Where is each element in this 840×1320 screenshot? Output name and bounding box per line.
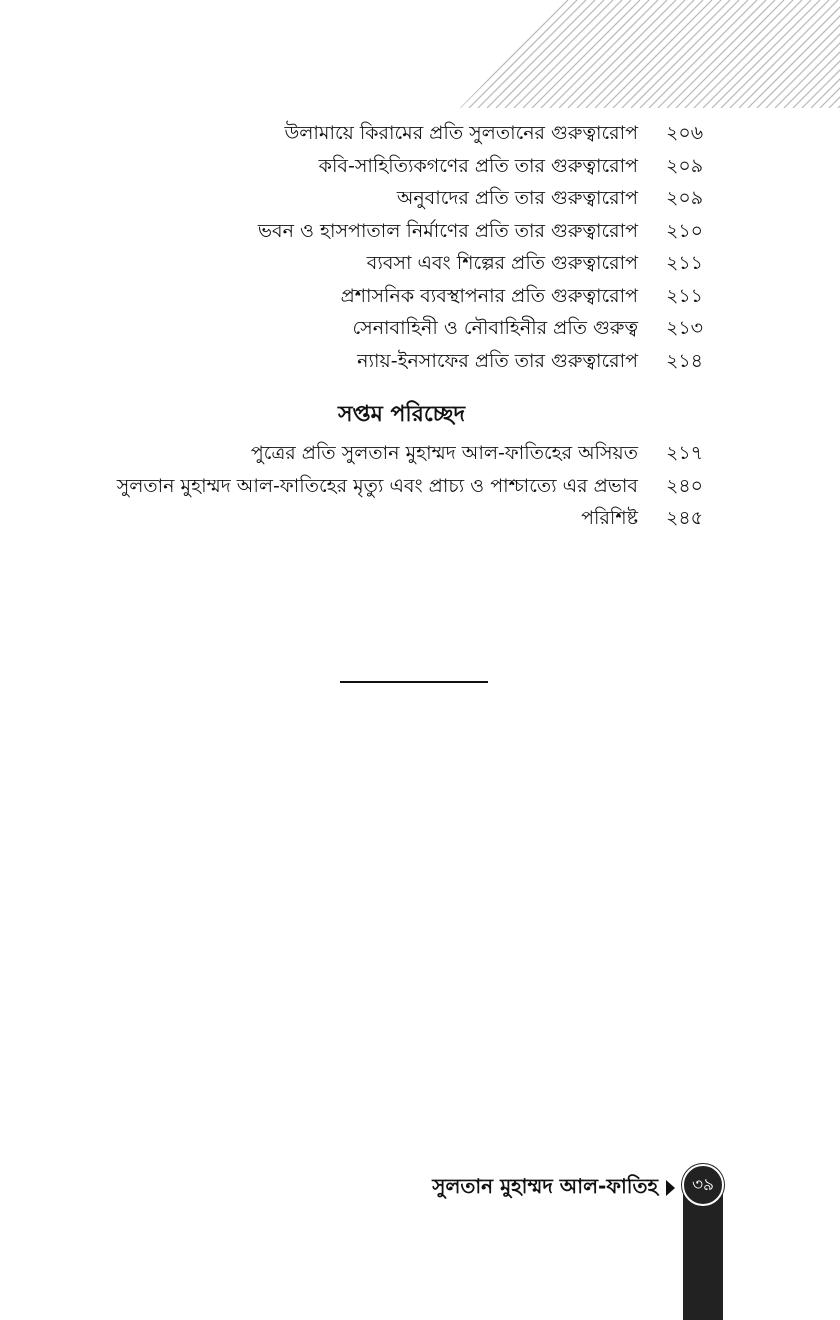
stripe-line bbox=[460, 0, 568, 108]
stripe-line bbox=[523, 0, 631, 108]
stripe-line bbox=[532, 0, 640, 108]
stripe-line bbox=[739, 0, 840, 108]
stripe-line bbox=[505, 0, 613, 108]
stripe-line bbox=[586, 0, 694, 108]
stripe-line bbox=[703, 0, 811, 108]
stripe-line bbox=[604, 0, 712, 108]
toc-entry-title: সুলতান মুহাম্মদ আল-ফাতিহের মৃত্যু এবং প্রাচ্য ও পাশ্চাত্যে এর প্রভাব bbox=[116, 474, 638, 497]
stripe-line bbox=[667, 0, 775, 108]
stripe-line bbox=[730, 0, 838, 108]
toc-entry[interactable] bbox=[6, 437, 706, 470]
stripe-line bbox=[550, 0, 658, 108]
toc-list-bottom bbox=[6, 437, 706, 535]
toc-entry-page: ২১৩ bbox=[666, 317, 704, 339]
stripe-line bbox=[613, 0, 721, 108]
toc-entry-title: সেনাবাহিনী ও নৌবাহিনীর প্রতি গুরুত্ব bbox=[352, 317, 638, 339]
toc-entry-title: পরিশিষ্ট bbox=[581, 507, 638, 529]
stripe-line bbox=[478, 0, 586, 108]
toc-entry-title: ন্যায়-ইনসাফের প্রতি তার গুরুত্বারোপ bbox=[357, 349, 638, 372]
stripe-line bbox=[469, 0, 577, 108]
toc-entry-title: ভবন ও হাসপাতাল নির্মাণের প্রতি তার গুরুত্বারোপ bbox=[257, 219, 638, 242]
stripe-line bbox=[712, 0, 820, 108]
stripe-line bbox=[649, 0, 757, 108]
toc-entry-page: ২০৯ bbox=[666, 187, 704, 209]
toc-entry[interactable] bbox=[6, 150, 706, 183]
toc-entry-title: প্রশাসনিক ব্যবস্থাপনার প্রতি গুরুত্বারোপ bbox=[340, 284, 638, 307]
toc-entry-page: ২১৭ bbox=[666, 442, 704, 464]
stripe-line bbox=[622, 0, 730, 108]
toc-entry-page: ২৪০ bbox=[666, 474, 704, 497]
toc-entry-page: ২০৬ bbox=[666, 122, 704, 144]
stripe-line bbox=[694, 0, 802, 108]
stripe-line bbox=[676, 0, 784, 108]
toc-entry[interactable] bbox=[6, 215, 706, 248]
stripe-line bbox=[721, 0, 829, 108]
toc-entry-page: ২১১ bbox=[666, 252, 704, 274]
stripe-line bbox=[595, 0, 703, 108]
stripe-line bbox=[658, 0, 766, 108]
toc-entry-title: ব্যবসা এবং শিল্পের প্রতি গুরুত্বারোপ bbox=[366, 252, 638, 274]
toc-entry[interactable] bbox=[6, 280, 706, 313]
stripe-line bbox=[640, 0, 748, 108]
toc-entry-page: ২১১ bbox=[666, 284, 704, 307]
toc-entry[interactable] bbox=[6, 182, 706, 215]
stripe-line bbox=[577, 0, 685, 108]
toc-entry-page: ২১৪ bbox=[666, 349, 704, 372]
toc-entry[interactable] bbox=[6, 312, 706, 345]
page-number-badge: ৩৯ bbox=[682, 1164, 724, 1206]
stripe-line bbox=[685, 0, 793, 108]
footer-book-title: সুলতান মুহাম্মদ আল-ফাতিহ bbox=[432, 1174, 658, 1198]
toc-entry-title: কবি-সাহিত্যিকগণের প্রতি তার গুরুত্বারোপ bbox=[318, 154, 638, 177]
page-tab-bar bbox=[683, 1190, 723, 1320]
toc-entry-title: উলামায়ে কিরামের প্রতি সুলতানের গুরুত্বারোপ bbox=[284, 122, 638, 144]
toc-entry-title: অনুবাদের প্রতি তার গুরুত্বারোপ bbox=[396, 187, 638, 209]
section-heading: সপ্তম পরিচ্ছেদ bbox=[338, 402, 466, 427]
stripe-line bbox=[496, 0, 604, 108]
stripe-line bbox=[631, 0, 739, 108]
toc-entry-title: পুত্রের প্রতি সুলতান মুহাম্মদ আল-ফাতিহের অসিয়ত bbox=[250, 442, 638, 464]
stripe-line bbox=[559, 0, 667, 108]
triangle-right-icon bbox=[666, 1180, 675, 1196]
decorative-stripes bbox=[460, 0, 840, 108]
toc-list-top bbox=[6, 117, 706, 377]
toc-entry[interactable] bbox=[6, 345, 706, 378]
toc-entry[interactable] bbox=[6, 502, 706, 535]
toc-entry-page: ২১০ bbox=[666, 219, 704, 242]
toc-entry[interactable] bbox=[6, 247, 706, 280]
toc-entry-page: ২৪৫ bbox=[666, 507, 704, 529]
stripe-line bbox=[568, 0, 676, 108]
stripe-line bbox=[487, 0, 595, 108]
end-divider bbox=[340, 681, 488, 683]
toc-entry[interactable] bbox=[6, 117, 706, 150]
toc-entry[interactable] bbox=[6, 470, 706, 503]
toc-entry-page: ২০৯ bbox=[666, 154, 704, 177]
stripe-line bbox=[541, 0, 649, 108]
stripe-line bbox=[514, 0, 622, 108]
